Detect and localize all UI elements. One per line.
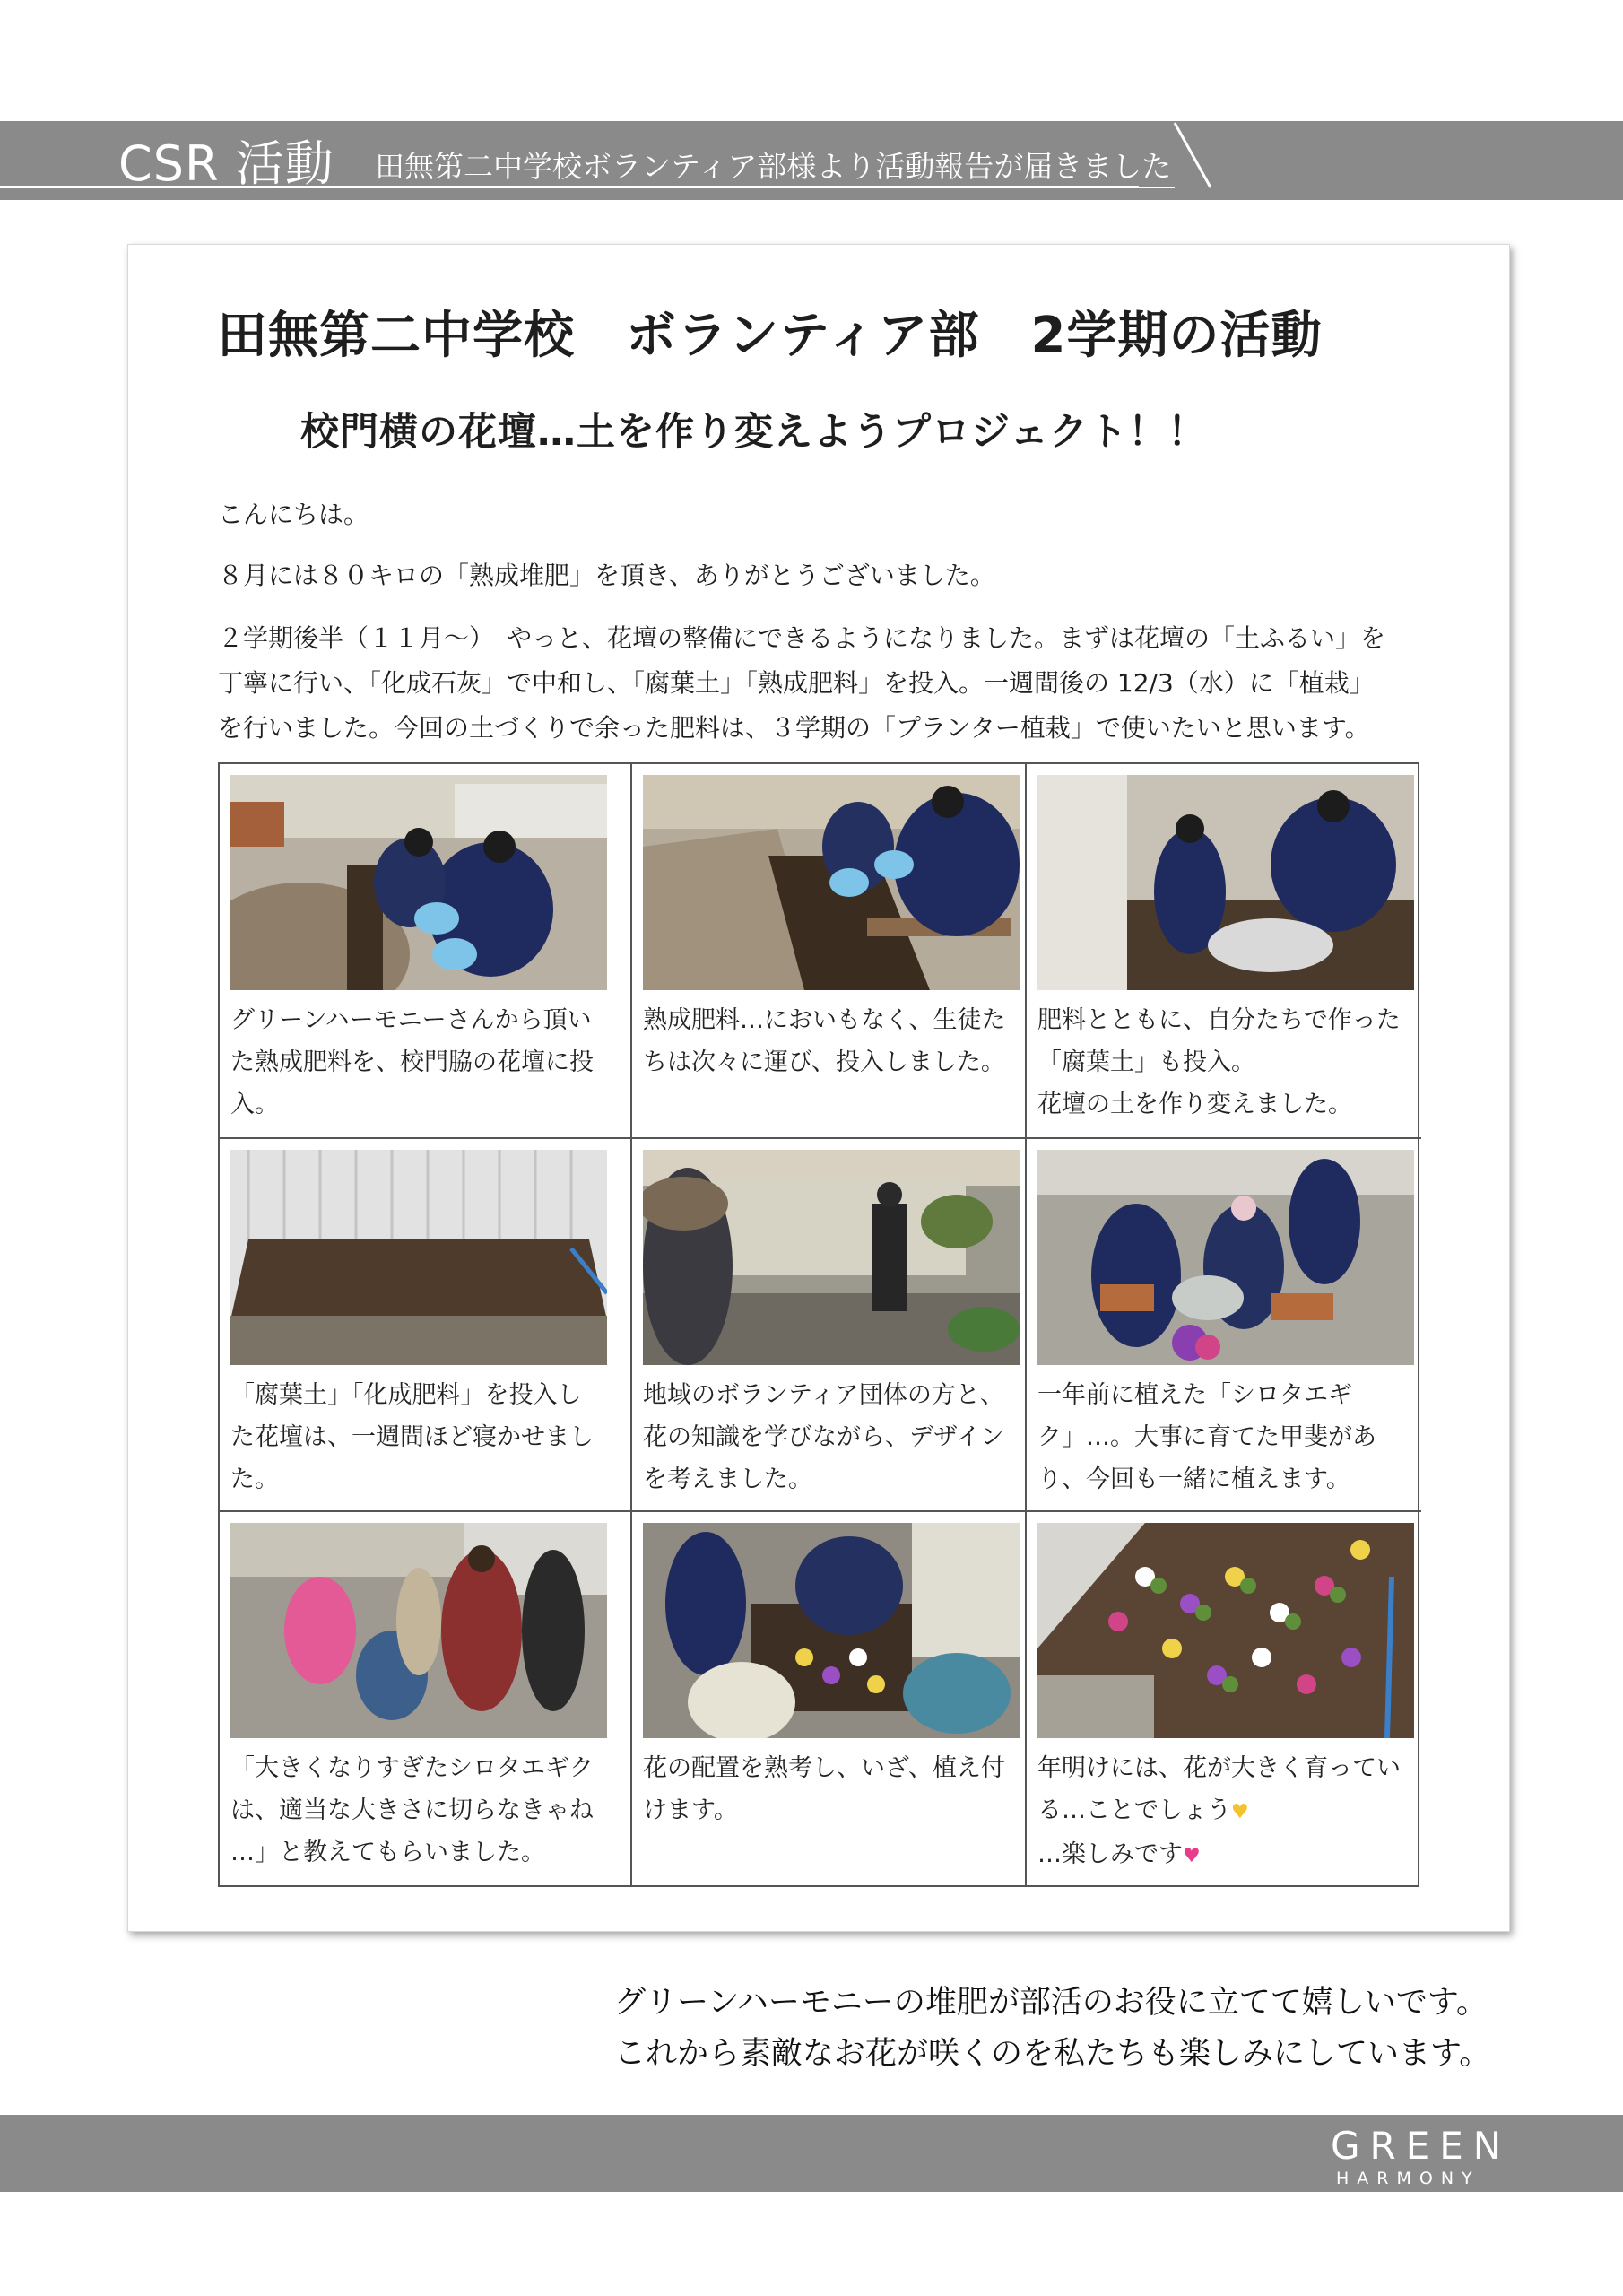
photo-students-carrying-compost	[643, 775, 1020, 990]
photo-grid	[218, 762, 1419, 1887]
photo-cell	[1027, 764, 1421, 1139]
thanks-text: ８月には８０キロの「熟成堆肥」を頂き、ありがとうございました。	[218, 561, 995, 590]
photo-students-adding-leaf-mold	[1037, 775, 1414, 990]
photo-caption: 肥料とともに、自分たちで作った 「腐葉土」も投入。 花壇の土を作り変えました。	[1037, 1006, 1401, 1118]
photo-prepared-flower-bed	[230, 1150, 607, 1365]
photo-caption: グリーンハーモニーさんから頂い た熟成肥料を、校門脇の花壇に投 入。	[230, 1006, 594, 1118]
photo-caption: 熟成肥料…においもなく、生徒た ちは次々に運び、投入しました。	[643, 1006, 1006, 1076]
brand-logo-green: GREEN	[1331, 2124, 1512, 2168]
photo-caption-line	[1037, 1747, 1414, 1877]
photo-caption: 一年前に植えた「シロタエギ ク」…。大事に育てた甲斐があ り、今回も一緒に植えます。	[1037, 1381, 1376, 1493]
body-text-line: 丁寧に行い、「化成石灰」で中和し、「腐葉土」「熟成肥料」を投入。一週間後の 12/3（水）に「植栽」	[218, 668, 1375, 698]
photo-cell	[632, 1139, 1027, 1512]
photo-cell	[632, 764, 1027, 1139]
body-text-line: ２学期後半（１１月～） やっと、花壇の整備にできるようになりました。まずは花壇の「土ふるい」を	[218, 623, 1386, 653]
photo-caption: 地域のボランティア団体の方と、 花の知識を学びながら、デザイン を考えました。	[643, 1381, 1005, 1493]
pink-hearts-icon: ♥	[1183, 1845, 1201, 1867]
photo-cell	[220, 764, 632, 1139]
greeting-text: こんにちは。	[218, 500, 369, 529]
photo-planting-shirotaegiku	[1037, 1150, 1414, 1365]
section-subtitle: 田無第二中学校ボランティア部様より活動報告が届きました	[375, 149, 1172, 184]
photo-cell	[220, 1139, 632, 1512]
body-text-line: を行いました。今回の土づくりで余った肥料は、３学期の「プランター植栽」で使いたいと思います。	[218, 713, 1370, 743]
yellow-heart-icon: ♥	[1231, 1801, 1249, 1823]
photo-caption: …楽しみです	[1037, 1840, 1183, 1868]
report-subtitle: 校門横の花壇…土を作り変えようプロジェクト！！	[300, 410, 1208, 455]
closing-message-line: グリーンハーモニーの堆肥が部活のお役に立てて嬉しいです。	[614, 1985, 1488, 2021]
photo-volunteers-designing	[643, 1150, 1020, 1365]
photo-planted-flower-bed	[1037, 1523, 1414, 1738]
photo-cell	[1027, 1139, 1421, 1512]
photo-students-pouring-compost	[230, 775, 607, 990]
photo-cell	[1027, 1512, 1421, 1885]
photo-caption: 花の配置を熟考し、いざ、植え付 けます。	[643, 1754, 1005, 1824]
photo-cell	[220, 1512, 632, 1885]
photo-caption: 「大きくなりすぎたシロタエギク は、適当な大きさに切らなきゃね …」と教えてもらいました。	[230, 1754, 594, 1866]
photo-caption: 年明けには、花が大きく育ってい る…ことでしょう	[1037, 1754, 1401, 1824]
photo-cell	[632, 1512, 1027, 1885]
photo-group-planting-flowers	[643, 1523, 1020, 1738]
closing-message-line: これから素敵なお花が咲くのを私たちも楽しみにしています。	[614, 2036, 1491, 2072]
report-title: 田無第二中学校 ボランティア部 2学期の活動	[217, 307, 1323, 365]
photo-learning-to-cut-plants	[230, 1523, 607, 1738]
photo-caption: 「腐葉土」「化成肥料」を投入し た花壇は、一週間ほど寝かせまし た。	[230, 1381, 594, 1493]
section-title: CSR 活動	[118, 135, 334, 192]
brand-logo-harmony: HARMONY	[1336, 2169, 1480, 2188]
